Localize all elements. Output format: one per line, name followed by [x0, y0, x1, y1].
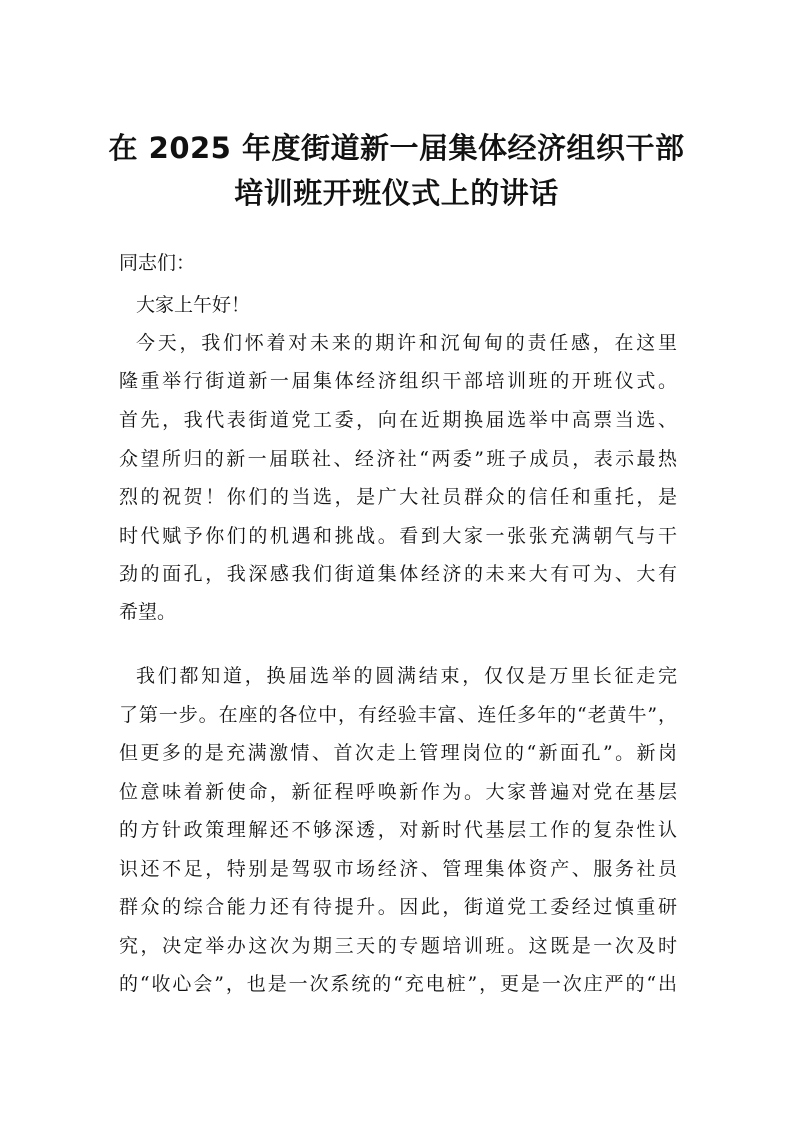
- salutation: 同志们：: [119, 252, 196, 274]
- paragraph-line: 今天，我们怀着对未来的期许和沉甸甸的责任感，在这里: [136, 332, 677, 354]
- paragraph-line: 烈的祝贺！你们的当选，是广大社员群众的信任和重托，是: [119, 486, 677, 508]
- paragraph-line: 了第一步。在座的各位中，有经验丰富、连任多年的“老黄牛”，: [119, 704, 677, 726]
- paragraph-line: 但更多的是充满激情、首次走上管理岗位的“新面孔”。新岗: [119, 742, 677, 764]
- paragraph-line: 希望。: [119, 601, 177, 623]
- paragraph-line: 群众的综合能力还有待提升。因此，街道党工委经过慎重研: [119, 896, 677, 918]
- document-title-line-2: 培训班开班仪式上的讲话: [234, 176, 559, 210]
- paragraph-line: 的方针政策理解还不够深透，对新时代基层工作的复杂性认: [119, 819, 677, 841]
- greeting: 大家上午好！: [136, 294, 251, 316]
- paragraph-line: 位意味着新使命，新征程呼唤新作为。大家普遍对党在基层: [119, 781, 677, 803]
- paragraph-line: 劲的面孔，我深感我们街道集体经济的未来大有可为、大有: [119, 563, 677, 585]
- paragraph-line: 众望所归的新一届联社、经济社“两委”班子成员，表示最热: [119, 448, 677, 470]
- paragraph-line: 识还不足，特别是驾驭市场经济、管理集体资产、服务社员: [119, 858, 677, 880]
- paragraph-line: 我们都知道，换届选举的圆满结束，仅仅是万里长征走完: [136, 665, 677, 687]
- paragraph-line: 究，决定举办这次为期三天的专题培训班。这既是一次及时: [119, 935, 677, 957]
- paragraph-line: 时代赋予你们的机遇和挑战。看到大家一张张充满朝气与干: [119, 525, 677, 547]
- paragraph-line: 隆重举行街道新一届集体经济组织干部培训班的开班仪式。: [119, 370, 677, 392]
- paragraph-line: 首先，我代表街道党工委，向在近期换届选举中高票当选、: [119, 409, 677, 431]
- paragraph-line: 的“收心会”，也是一次系统的“充电桩”，更是一次庄严的“出: [119, 973, 677, 995]
- document-title-line-1: 在 2025 年度街道新一届集体经济组织干部: [108, 131, 685, 165]
